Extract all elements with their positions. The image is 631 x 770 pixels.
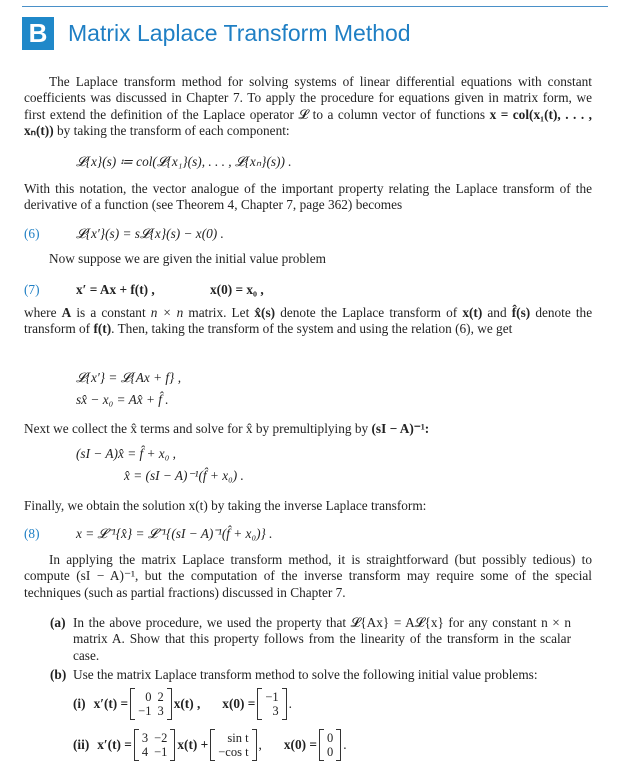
matrix-cell: sin t: [227, 731, 249, 745]
matrix-cell: 2: [157, 690, 164, 704]
matrix-cell: −1: [138, 704, 152, 718]
matrix-cell: 3: [141, 731, 149, 745]
matrix-cell: 3: [157, 704, 164, 718]
problem-ii-comma: ,: [258, 737, 262, 752]
matrix-A: A: [61, 305, 72, 320]
paragraph-applying: In applying the matrix Laplace transform method, it is straightforward (but possibly tedious) to compute (sI − A)⁻¹, but the computation of the inverse transform may require some of the special techniques (such as partial fractions) discussed in Chapter 7.: [24, 552, 592, 600]
matrix-cell: −cos t: [218, 745, 249, 759]
equation-system-transform-2: sx̂ − x₀ = Ax̂ + f̂ .: [76, 392, 169, 407]
vector-col-def: x = col(x₁(t), . . . , xₙ(t)): [24, 106, 592, 139]
problem-ii-ic: [319, 729, 341, 761]
problem-i-lhs: x′(t) =: [93, 696, 129, 711]
collect-text: Next we collect the x̂ terms and solve for x̂ by premultiplying by: [24, 421, 369, 436]
intro-text-2: by taking the transform of each component:: [57, 123, 290, 139]
problem-i-mid: x(t) ,: [173, 696, 201, 711]
text-taking: . Then, taking the transform of the system and using the relation (6), we get: [111, 321, 513, 337]
paragraph-ivp: Now suppose we are given the initial value problem: [49, 251, 326, 266]
problem-i-matrix: [130, 688, 172, 720]
equation-7-initial: x(0) = x₀ ,: [210, 282, 264, 297]
matrix-cell: 0: [145, 690, 152, 704]
section-title: Matrix Laplace Transform Method: [68, 20, 411, 46]
intro-text: The Laplace transform method for solving systems of linear differential equations with constant coefficients was discussed in Chapter 7. To apply the procedure for equations given in matrix form, we first extend the definition of the Laplace operator 𝓛 to a column vector of functions: [24, 74, 592, 122]
equation-8: x = 𝓛⁻¹{x̂} = 𝓛⁻¹{(sI − A)⁻¹(f̂ + x₀)} .: [76, 526, 273, 541]
equation-6: 𝓛{x′}(s) = s𝓛{x}(s) − x(0) .: [76, 226, 224, 241]
part-b-text: Use the matrix Laplace transform method to solve the following initial value problems:: [73, 667, 538, 682]
equation-7-system: x′ = Ax + f(t) ,: [76, 282, 155, 297]
paragraph-intro: [24, 74, 592, 140]
part-a-label: (a): [50, 615, 66, 630]
top-rule: [22, 6, 608, 7]
matrix-cell: −1: [154, 745, 168, 759]
text-let: matrix. Let: [188, 305, 250, 320]
x-of-t: x(t): [462, 305, 483, 320]
paragraph-collect: [24, 421, 592, 437]
section-badge: B: [22, 17, 54, 50]
matrix-cell: 3: [272, 704, 279, 718]
text-where: where: [24, 305, 57, 320]
matrix-cell: −2: [154, 731, 168, 745]
equation-8-label: (8): [24, 526, 40, 541]
problem-i-ic-label: x(0) =: [222, 696, 256, 711]
matrix-cell: 0: [326, 745, 334, 759]
paragraph-derivative: With this notation, the vector analogue of the important property relating the Laplace transform of the derivative of a function (see Theorem 4, Chapter 7, page 362) becomes: [24, 181, 592, 213]
problem-i-ic: [257, 688, 286, 720]
problem-ii-end: .: [343, 737, 347, 752]
paragraph-finally: Finally, we obtain the solution x(t) by taking the inverse Laplace transform:: [24, 498, 427, 513]
section-header: [22, 17, 411, 50]
dimension-n-by-n: n × n: [150, 305, 184, 320]
problem-ii-lhs: x′(t) =: [97, 737, 132, 752]
part-a-text: In the above procedure, we used the property that 𝓛{Ax} = A𝓛{x} for any constant n × n matrix A. Show that this property follows from the linearity of the transform in the scalar case.: [73, 615, 571, 663]
equation-solve-2: x̂ = (sI − A)⁻¹(f̂ + x₀) .: [124, 468, 244, 483]
text-and: and: [487, 305, 507, 320]
problem-ii: [73, 729, 347, 761]
equation-system-transform: 𝓛{x′} = 𝓛{Ax + f} ,: [76, 370, 182, 385]
problem-ii-matrix: [134, 729, 176, 761]
text-denote: denote the Laplace transform of: [280, 305, 458, 320]
problem-i-label: (i): [73, 696, 86, 711]
problem-ii-mid: x(t) +: [177, 737, 209, 752]
problem-i: [73, 688, 292, 720]
problem-ii-label: (ii): [73, 737, 90, 752]
text-constant: is a constant: [76, 305, 146, 320]
equation-definition: 𝓛{x}(s) ≔ col(𝓛{x₁}(s), . . . , 𝓛{xₙ}(s)) .: [76, 154, 292, 169]
equation-solve-1: (sI − A)x̂ = f̂ + x₀ ,: [76, 446, 176, 461]
part-b-label: (b): [50, 667, 67, 682]
problem-ii-ic-label: x(0) =: [283, 737, 317, 752]
matrix-cell: 4: [141, 745, 149, 759]
inverse-matrix: (sI − A)⁻¹:: [371, 421, 430, 436]
text-denote-f: denote the transform of: [24, 305, 593, 337]
equation-7-label: (7): [24, 282, 40, 297]
f-hat: f̂(s): [511, 305, 531, 320]
f-of-t: f(t): [93, 321, 112, 337]
x-hat: x̂(s): [254, 305, 276, 320]
paragraph-transform: [24, 305, 592, 338]
matrix-cell: 0: [326, 731, 334, 745]
problem-i-end: .: [288, 696, 292, 711]
matrix-cell: −1: [265, 690, 279, 704]
equation-6-label: (6): [24, 226, 40, 241]
problem-ii-forcing: [210, 729, 256, 761]
